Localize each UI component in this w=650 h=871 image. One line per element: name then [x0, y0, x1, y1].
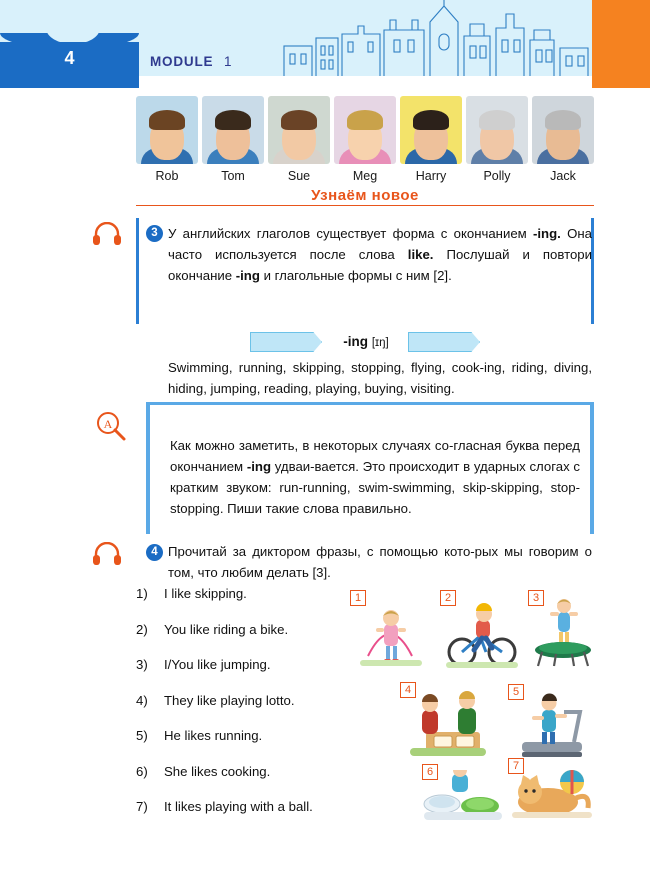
- ing-banner-label: [326, 332, 406, 353]
- character-name: Meg: [352, 169, 378, 183]
- banner-arrow-left: [250, 332, 322, 352]
- character-name: Harry: [415, 169, 447, 183]
- character-name: Rob: [155, 169, 179, 183]
- sentence-index: 1): [136, 586, 148, 601]
- character-name: Jack: [550, 169, 576, 183]
- module-label: MODULE: [150, 54, 214, 69]
- character-photo: [268, 96, 330, 164]
- exercise-3-number: 3: [146, 225, 163, 242]
- character-photo: [532, 96, 594, 164]
- picture-number-7: 7: [508, 758, 524, 774]
- picture-number-1: 1: [350, 590, 366, 606]
- photo-hair: [545, 110, 581, 130]
- section-divider: [136, 205, 594, 206]
- module-number: 1: [224, 54, 232, 69]
- header-white-strip: [139, 76, 592, 88]
- picture-running: [508, 690, 594, 766]
- note-box-left-bar: [146, 402, 150, 534]
- character-photo-cell: [532, 96, 594, 183]
- page-header: [0, 0, 650, 88]
- character-name: Tom: [221, 169, 245, 183]
- character-photo-cell: [334, 96, 396, 183]
- picture-riding-bike: [440, 598, 524, 670]
- sentence-text: You like riding a bike.: [164, 621, 289, 637]
- exercise-3-instruction: У английских глаголов существует форма с окончанием -ing. Она часто используется после слова like. Послушай и повтори окончание -ing и глагольные формы с ним [2].: [168, 226, 592, 283]
- headphones-icon: [92, 542, 122, 566]
- city-skyline-icon: [280, 0, 592, 78]
- sentence-index: 3): [136, 657, 148, 672]
- note-text: Как можно заметить, в некоторых случаях со-гласная буква перед окончанием -ing удваи-вается. Это происходит в ударных слогах с кратким звуком: run-running, swim-swimming, skip-skipping, stop-stopping. Пиши такие слова правильно.: [170, 438, 580, 516]
- character-photo: [400, 96, 462, 164]
- sentence-text: I/You like jumping.: [164, 657, 271, 672]
- character-photo: [466, 96, 528, 164]
- sentence-index: 5): [136, 728, 148, 743]
- ing-ipa: [ɪŋ]: [371, 337, 389, 349]
- ing-text: -ing: [343, 334, 369, 349]
- picture-number-5: 5: [508, 684, 524, 700]
- picture-number-4: 4: [400, 682, 416, 698]
- photo-hair: [479, 110, 515, 130]
- photo-hair: [281, 110, 317, 130]
- character-photo: [136, 96, 198, 164]
- character-photo-row: [136, 96, 594, 183]
- sentence-text: I like skipping.: [164, 586, 247, 601]
- sentence-index: 2): [136, 621, 148, 637]
- exercise-3-left-rule: [136, 218, 139, 324]
- exercise-4-number: 4: [146, 544, 163, 561]
- photo-hair: [347, 110, 383, 130]
- section-title-text: Узнаём новое: [299, 187, 431, 204]
- ing-banner: [250, 332, 480, 352]
- picture-number-2: 2: [440, 590, 456, 606]
- photo-hair: [149, 110, 185, 130]
- character-name: Sue: [287, 169, 311, 183]
- sentence-text: He likes running.: [164, 728, 263, 743]
- picture-number-6: 6: [422, 764, 438, 780]
- sentence-index: 6): [136, 763, 148, 779]
- character-photo-cell: [400, 96, 462, 183]
- character-photo: [334, 96, 396, 164]
- note-box-right-bar: [590, 402, 594, 534]
- character-photo: [202, 96, 264, 164]
- character-photo-cell: [466, 96, 528, 183]
- header-orange-block: [592, 0, 650, 88]
- sentence-index: 7): [136, 799, 148, 814]
- character-photo-cell: [136, 96, 198, 183]
- headphones-icon: [92, 222, 122, 246]
- sentence-text: They like playing lotto.: [164, 692, 295, 708]
- character-name: Polly: [483, 169, 511, 183]
- picture-playing-lotto: [400, 688, 496, 760]
- exercise-4-picture-grid: [322, 580, 597, 820]
- exercise-3-word-list: Swimming, running, skipping, stopping, flying, cook-ing, riding, diving, hiding, jumping, reading, playing, buying, visiting.: [168, 360, 592, 396]
- sentence-index: 4): [136, 692, 148, 708]
- section-heading: [136, 187, 594, 205]
- exercise-4-instruction: Прочитай за диктором фразы, с помощью кото-рых мы говорим о том, что любим делать [3].: [168, 544, 592, 580]
- picture-number-3: 3: [528, 590, 544, 606]
- magnifier-icon: [95, 410, 127, 442]
- character-photo-cell: [268, 96, 330, 183]
- sentence-text: It likes playing with a ball.: [164, 799, 313, 814]
- svg-text:A: A: [103, 417, 113, 431]
- photo-hair: [215, 110, 251, 130]
- sentence-text: She likes cooking.: [164, 763, 271, 779]
- page-number: 4: [64, 48, 75, 68]
- photo-hair: [413, 110, 449, 130]
- character-photo-cell: [202, 96, 264, 183]
- banner-arrow-right: [408, 332, 480, 352]
